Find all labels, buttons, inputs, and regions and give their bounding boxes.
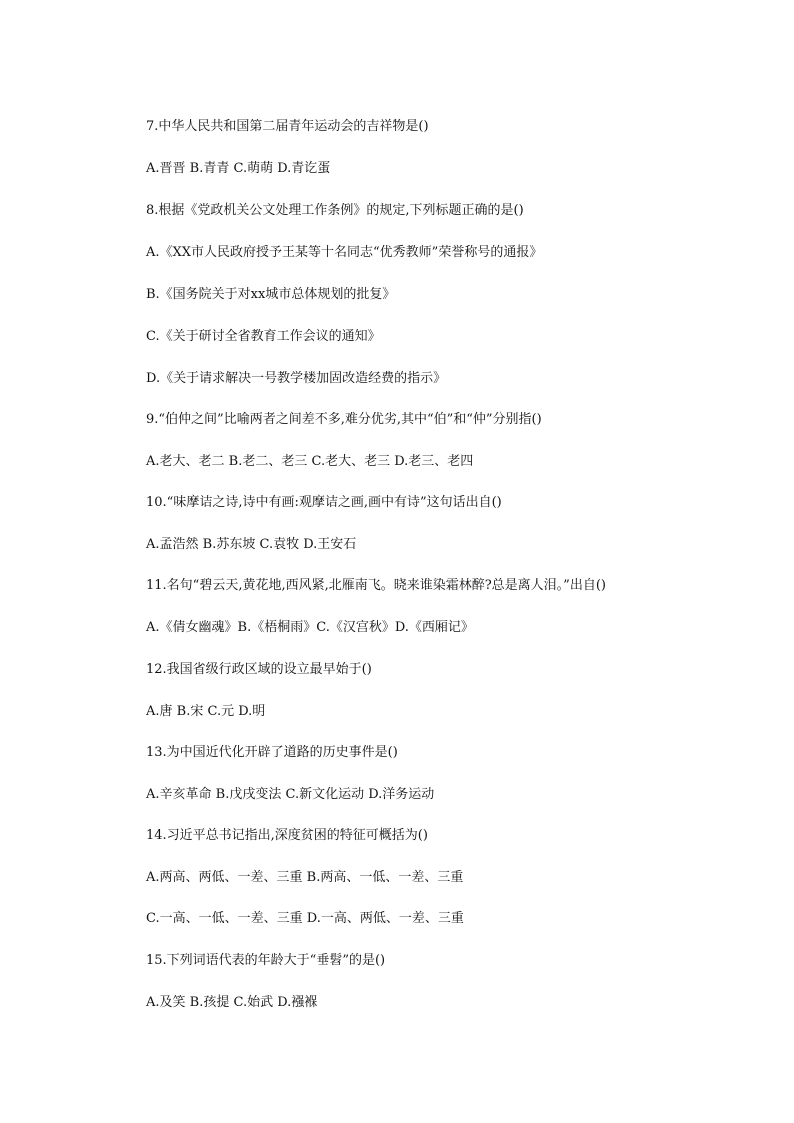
question-9-stem: 9.“伯仲之间”比喻两者之间差不多,难分优劣,其中“伯”和“仲”分别指() bbox=[146, 412, 542, 427]
question-15-stem: 15.下列词语代表的年龄大于“垂髫”的是() bbox=[146, 953, 386, 968]
question-8-option-c: C.《关于研讨全省教育工作会议的通知》 bbox=[146, 329, 381, 344]
question-10-options: A.孟浩然 B.苏东坡 C.袁牧 D.王安石 bbox=[146, 537, 357, 552]
question-12-stem: 12.我国省级行政区域的设立最早始于() bbox=[146, 662, 372, 677]
question-7-options: A.晋晋 B.青青 C.萌萌 D.青讫蛋 bbox=[146, 161, 331, 176]
question-14-option-cd: C.一高、一低、一差、三重 D.一高、两低、一差、三重 bbox=[146, 911, 464, 926]
question-14-stem: 14.习近平总书记指出,深度贫困的特征可概括为() bbox=[146, 828, 428, 843]
question-8-option-b: B.《国务院关于对xx城市总体规划的批复》 bbox=[146, 287, 396, 302]
question-9-options: A.老大、老二 B.老二、老三 C.老大、老三 D.老三、老四 bbox=[146, 454, 474, 469]
question-11-options: A.《倩女幽魂》B.《梧桐雨》C.《汉宫秋》D.《西厢记》 bbox=[146, 620, 474, 635]
question-12-options: A.唐 B.宋 C.元 D.明 bbox=[146, 704, 266, 719]
question-8-option-d: D.《关于请求解决一号教学楼加固改造经费的指示》 bbox=[146, 371, 447, 386]
question-14-option-ab: A.两高、两低、一差、三重 B.两高、一低、一差、三重 bbox=[146, 870, 464, 885]
question-10-stem: 10.“味摩诘之诗,诗中有画:观摩诘之画,画中有诗”这句话出自() bbox=[146, 495, 502, 510]
question-11-stem: 11.名句“碧云天,黄花地,西风紧,北雁南飞。晓来谁染霜林醉?总是离人泪。”出自() bbox=[146, 578, 606, 593]
question-8-option-a: A.《XX市人民政府授予王某等十名同志“优秀教师”荣誉称号的通报》 bbox=[146, 245, 543, 260]
question-13-stem: 13.为中国近代化开辟了道路的历史事件是() bbox=[146, 745, 398, 760]
question-15-options: A.及笑 B.孩提 C.始武 D.襁褓 bbox=[146, 995, 318, 1010]
question-7-stem: 7.中华人民共和国第二届青年运动会的吉祥物是() bbox=[146, 119, 429, 134]
question-13-options: A.辛亥革命 B.戊戌变法 C.新文化运动 D.洋务运动 bbox=[146, 787, 435, 802]
question-8-stem: 8.根据《党政机关公文处理工作条例》的规定,下列标题正确的是() bbox=[146, 203, 524, 218]
